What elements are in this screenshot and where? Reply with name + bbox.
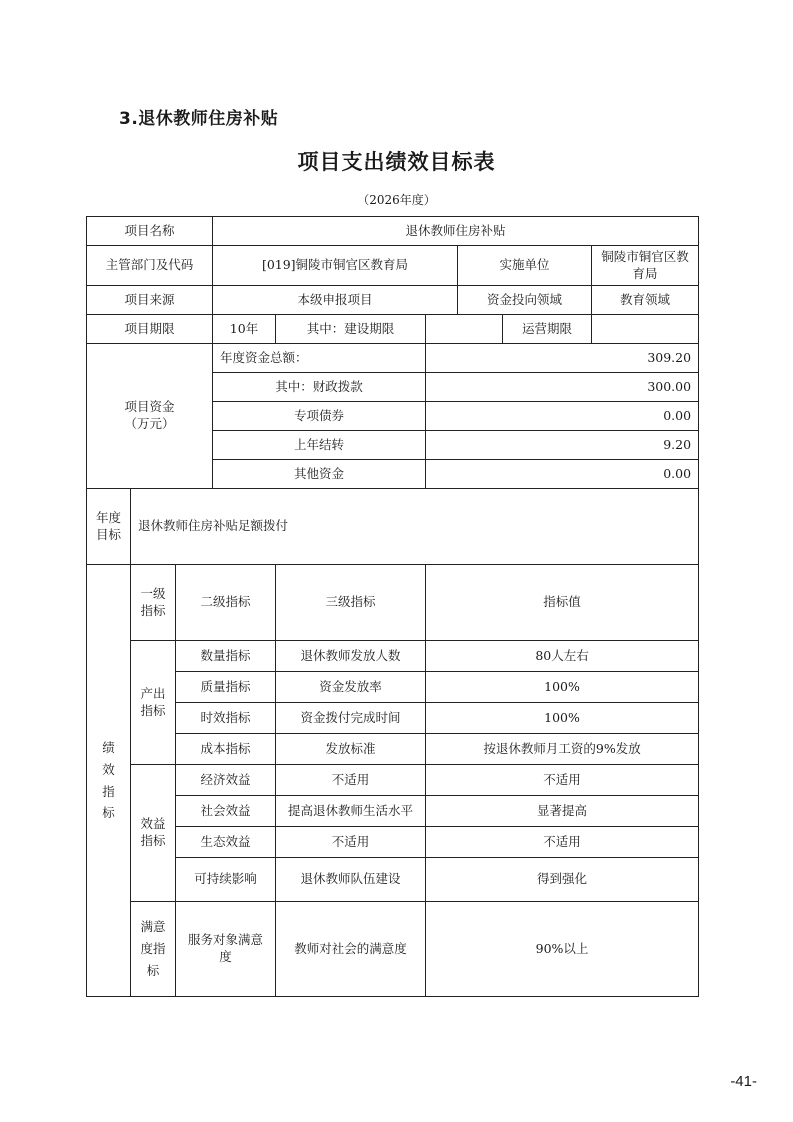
level3-cell: 资金发放率 (276, 672, 426, 703)
period-value: 10年 (213, 315, 276, 344)
performance-target-table (86, 216, 699, 997)
funds-item-label: 其中：财政拨款 (213, 373, 426, 402)
funds-item-value: 9.20 (426, 431, 699, 460)
level2-cell: 成本指标 (176, 734, 276, 765)
section-heading: 3.退休教师住房补贴 (119, 109, 279, 129)
level3-cell: 不适用 (276, 765, 426, 796)
level3-cell: 不适用 (276, 827, 426, 858)
header-level1: 一级 指标 (131, 565, 176, 641)
indicator-value-cell: 得到强化 (426, 858, 699, 902)
output-indicator-group: 产出 指标 (131, 641, 176, 765)
level2-cell: 服务对象满意 度 (176, 902, 276, 997)
table-row (87, 796, 699, 827)
operation-period-value (592, 315, 699, 344)
funds-item-label: 其他资金 (213, 460, 426, 489)
field-value: 教育领域 (592, 286, 699, 315)
table-row (87, 734, 699, 765)
level2-cell: 社会效益 (176, 796, 276, 827)
level3-cell: 退休教师队伍建设 (276, 858, 426, 902)
header-value: 指标值 (426, 565, 699, 641)
funds-item-label: 专项债券 (213, 402, 426, 431)
funds-item-label: 年度资金总额： (213, 344, 426, 373)
source-value: 本级申报项目 (213, 286, 458, 315)
annual-goal-value: 退休教师住房补贴足额拨付 (131, 489, 699, 565)
document-year: （2026年度） (357, 193, 436, 207)
project-name-label: 项目名称 (87, 217, 213, 246)
indicator-value-cell: 100% (426, 672, 699, 703)
indicator-header-row (87, 565, 699, 641)
level3-cell: 教师对社会的满意度 (276, 902, 426, 997)
header-level2: 二级指标 (176, 565, 276, 641)
row-annual-goal (87, 489, 699, 565)
row-project-name (87, 217, 699, 246)
document-title: 项目支出绩效目标表 (297, 150, 496, 174)
indicator-value-cell: 90%以上 (426, 902, 699, 997)
table-row (87, 672, 699, 703)
performance-indicator-label: 绩 效 指 标 (87, 565, 131, 997)
level2-cell: 时效指标 (176, 703, 276, 734)
indicator-value-cell: 不适用 (426, 827, 699, 858)
level2-cell: 生态效益 (176, 827, 276, 858)
funds-item-label: 上年结转 (213, 431, 426, 460)
field-label: 资金投向领域 (458, 286, 592, 315)
project-name-value: 退休教师住房补贴 (213, 217, 699, 246)
page-number: -41- (730, 1073, 757, 1090)
level3-cell: 发放标准 (276, 734, 426, 765)
construction-period-label: 其中：建设期限 (276, 315, 426, 344)
funds-label: 项目资金 （万元） (87, 344, 213, 489)
funds-item-value: 309.20 (426, 344, 699, 373)
indicator-value-cell: 100% (426, 703, 699, 734)
period-label: 项目期限 (87, 315, 213, 344)
row-department (87, 246, 699, 286)
impl-unit-label: 实施单位 (458, 246, 592, 286)
table-row (87, 703, 699, 734)
funds-item-value: 0.00 (426, 460, 699, 489)
table-row (87, 858, 699, 902)
row-period (87, 315, 699, 344)
indicator-value-cell: 80人左右 (426, 641, 699, 672)
satisfaction-indicator-group: 满意 度指 标 (131, 902, 176, 997)
operation-period-label: 运营期限 (503, 315, 592, 344)
level2-cell: 质量指标 (176, 672, 276, 703)
benefit-indicator-group: 效益 指标 (131, 765, 176, 902)
table-row (87, 827, 699, 858)
funds-row (87, 344, 699, 373)
indicator-value-cell: 显著提高 (426, 796, 699, 827)
table-row (87, 765, 699, 796)
construction-period-value (426, 315, 503, 344)
table-row (87, 641, 699, 672)
funds-item-value: 0.00 (426, 402, 699, 431)
funds-item-value: 300.00 (426, 373, 699, 402)
table-row (87, 902, 699, 997)
dept-value: [019]铜陵市铜官区教育局 (213, 246, 458, 286)
level2-cell: 可持续影响 (176, 858, 276, 902)
annual-goal-label: 年度 目标 (87, 489, 131, 565)
row-source (87, 286, 699, 315)
level3-cell: 退休教师发放人数 (276, 641, 426, 672)
indicator-value-cell: 按退休教师月工资的9%发放 (426, 734, 699, 765)
level2-cell: 数量指标 (176, 641, 276, 672)
level3-cell: 资金拨付完成时间 (276, 703, 426, 734)
dept-label: 主管部门及代码 (87, 246, 213, 286)
level3-cell: 提高退休教师生活水平 (276, 796, 426, 827)
header-level3: 三级指标 (276, 565, 426, 641)
level2-cell: 经济效益 (176, 765, 276, 796)
source-label: 项目来源 (87, 286, 213, 315)
indicator-value-cell: 不适用 (426, 765, 699, 796)
impl-unit-value: 铜陵市铜官区教育局 (592, 246, 699, 286)
